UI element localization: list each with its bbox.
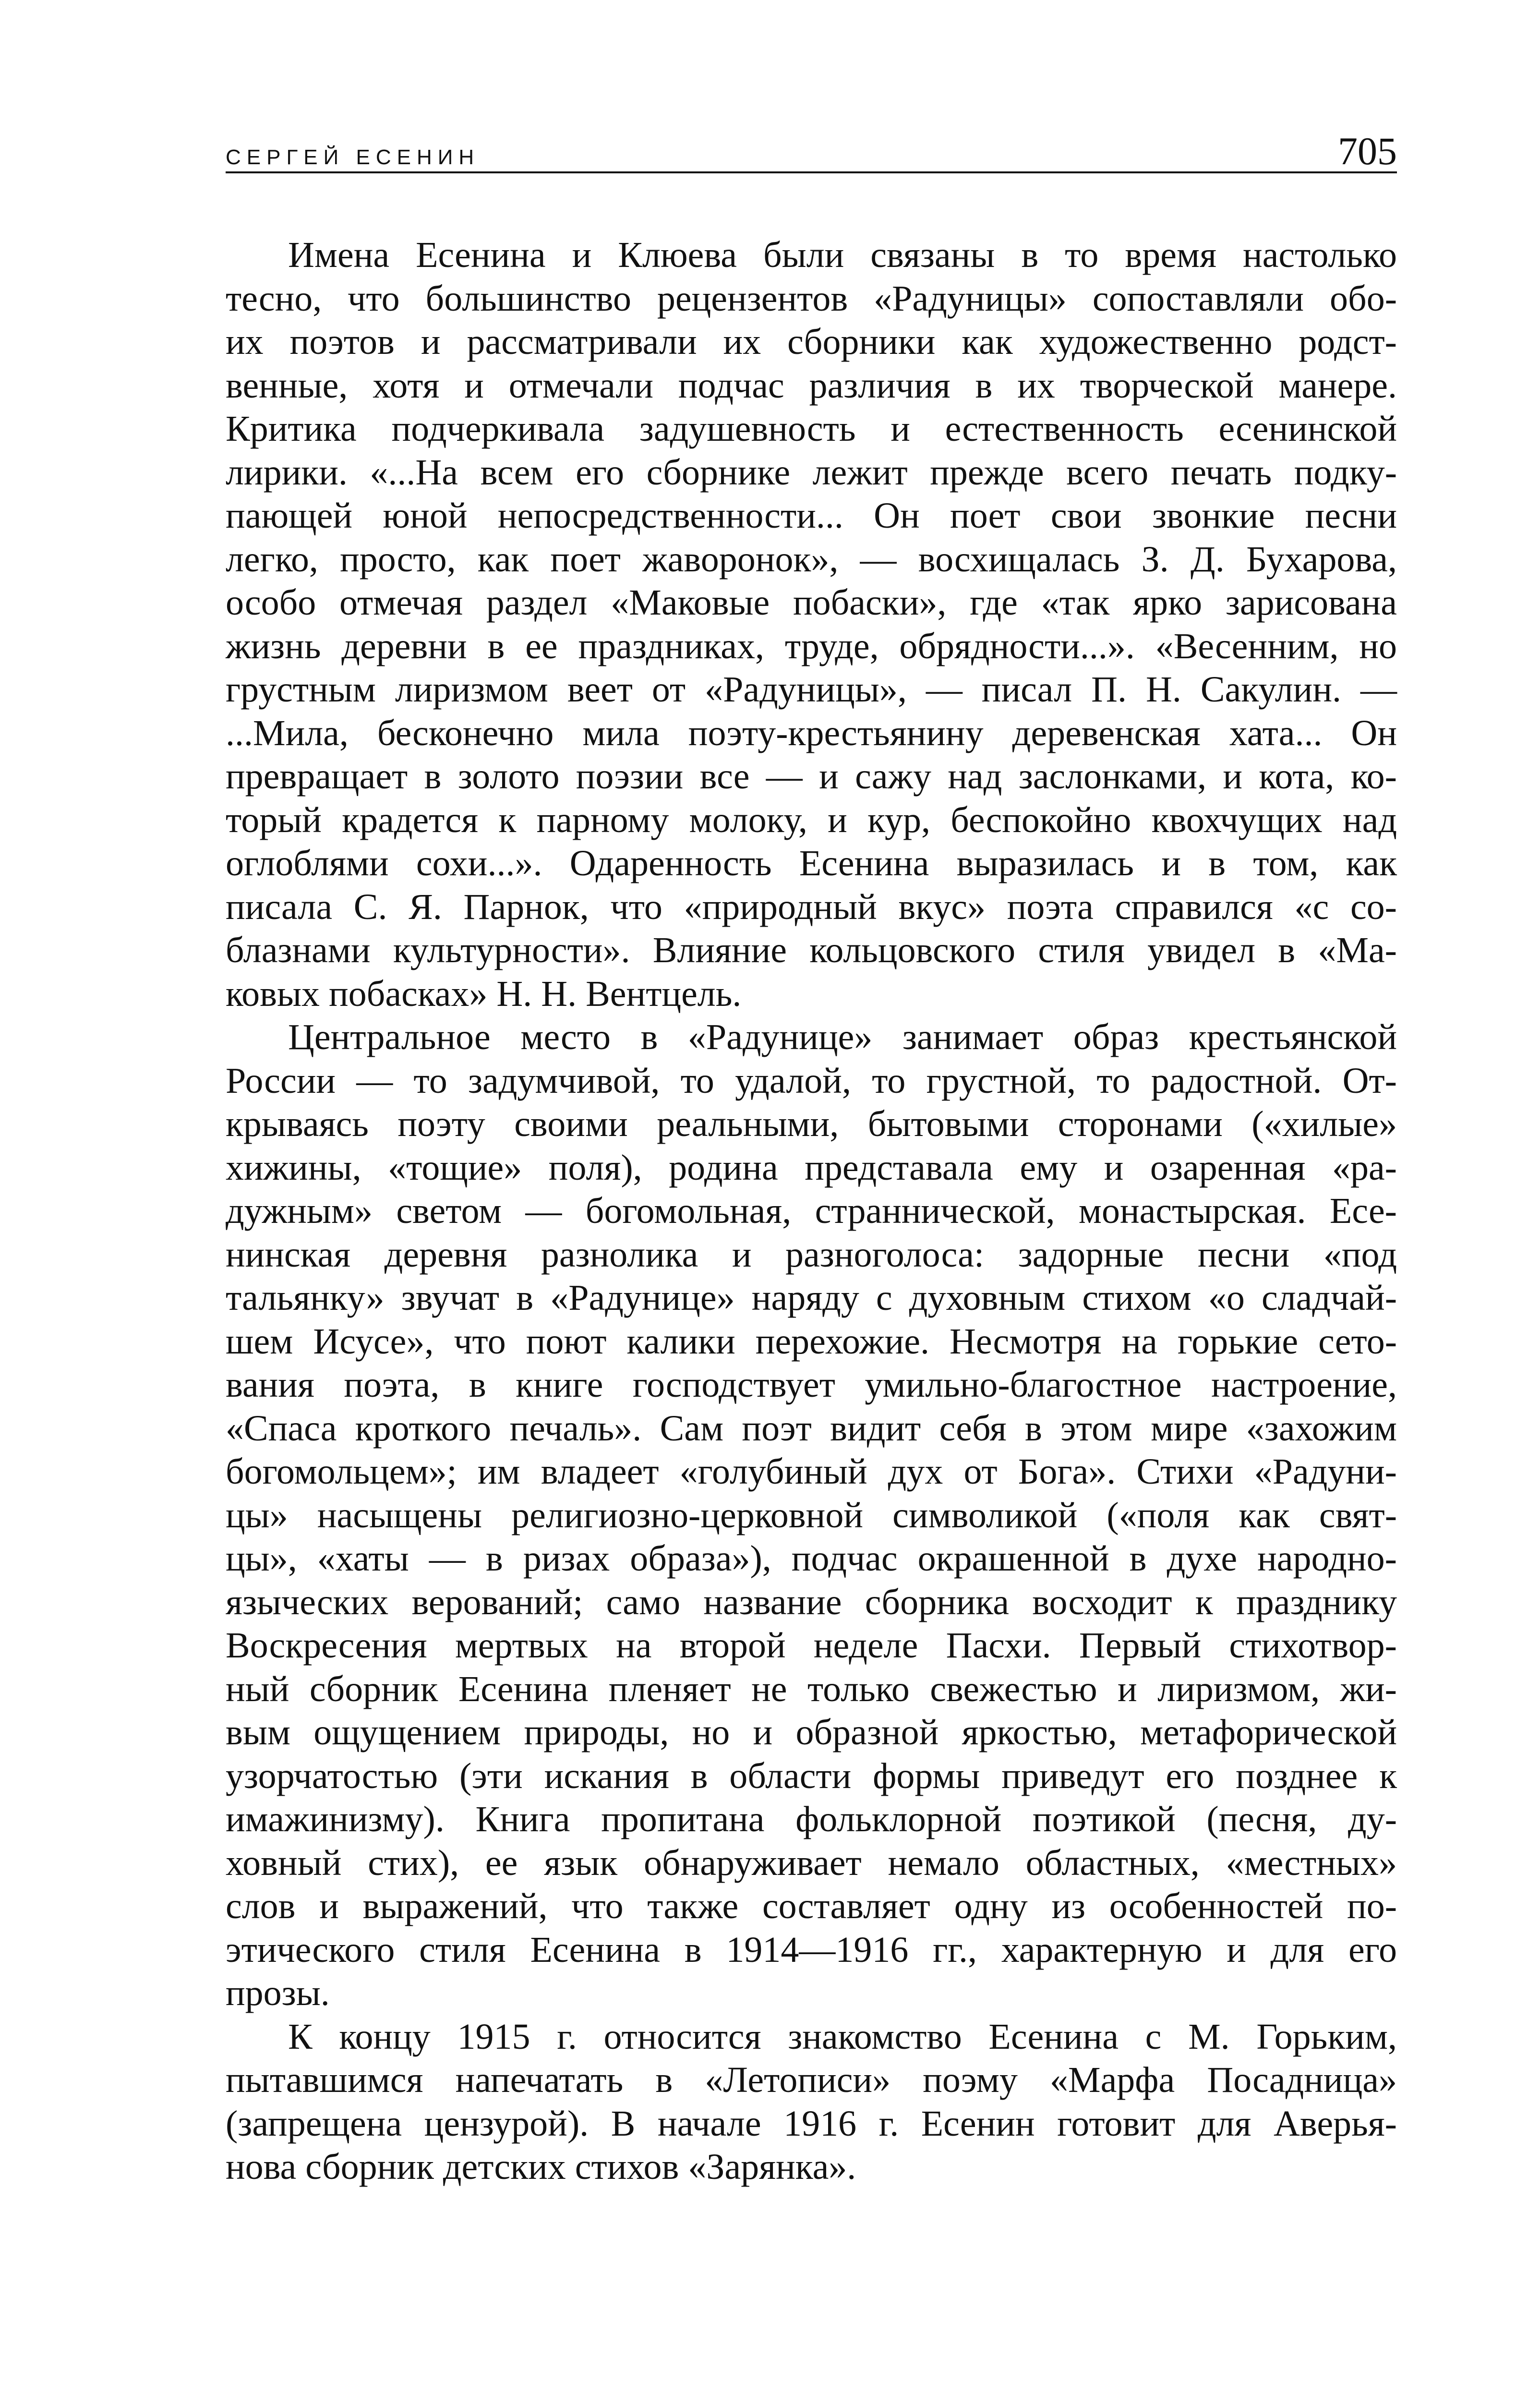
text-line: ховный стих), ее язык обнаруживает немало областных, «местных» <box>226 1842 1397 1883</box>
text-line: писала С. Я. Парнок, что «природный вкус» поэта справился «с со- <box>226 886 1397 927</box>
paragraph-2 <box>226 1015 1397 2015</box>
text-line: ный сборник Есенина пленяет не только свежестью и лиризмом, жи- <box>226 1668 1397 1709</box>
text-line: лирики. «...На всем его сборнике лежит прежде всего печать подку- <box>226 452 1397 493</box>
text-line: этического стиля Есенина в 1914—1916 гг., характерную и для его <box>226 1929 1397 1970</box>
text-line: вым ощущением природы, но и образной яркостью, метафорической <box>226 1712 1397 1753</box>
text-line: Воскресения мертвых на второй неделе Пасхи. Первый стихотвор- <box>226 1625 1397 1666</box>
text-line: цы» насыщены религиозно-церковной символикой («поля как свят- <box>226 1495 1397 1535</box>
text-line: легко, просто, как поет жаворонок», — восхищалась З. Д. Бухарова, <box>226 539 1397 580</box>
text-line: грустным лиризмом веет от «Радуницы», — писал П. Н. Сакулин. — <box>226 669 1397 710</box>
text-line: жизнь деревни в ее праздниках, труде, обрядности...». «Весенним, но <box>226 626 1397 666</box>
text-line: венные, хотя и отмечали подчас различия в их творческой манере. <box>226 365 1397 406</box>
text-line: России — то задумчивой, то удалой, то грустной, то радостной. От- <box>226 1060 1397 1101</box>
text-line: особо отмечая раздел «Маковые побаски», где «так ярко зарисована <box>226 582 1397 623</box>
text-line: узорчатостью (эти искания в области формы приведут его позднее к <box>226 1755 1397 1796</box>
text-line: превращает в золото поэзии все — и сажу над заслонками, и кота, ко- <box>226 756 1397 797</box>
text-line: пытавшимся напечатать в «Летописи» поэму «Марфа Посадница» <box>226 2060 1397 2100</box>
text-line: пающей юной непосредственности... Он поет свои звонкие песни <box>226 496 1397 536</box>
text-line: торый крадется к парному молоку, и кур, беспокойно квохчущих над <box>226 799 1397 840</box>
text-line: шем Исусе», что поют калики перехожие. Несмотря на горькие сето- <box>226 1321 1397 1362</box>
running-head <box>226 120 1397 173</box>
text-line: вания поэта, в книге господствует умильно-благостное настроение, <box>226 1365 1397 1405</box>
running-title: СЕРГЕЙ ЕСЕНИН <box>226 145 480 169</box>
text-line: хижины, «тощие» поля), родина представала ему и озаренная «ра- <box>226 1147 1397 1188</box>
text-line: слов и выражений, что также составляет одну из особенностей по- <box>226 1886 1397 1926</box>
text-line: К концу 1915 г. относится знакомство Есенина с М. Горьким, <box>288 2016 1397 2057</box>
text-line: крываясь поэту своими реальными, бытовыми сторонами («хилые» <box>226 1104 1397 1144</box>
text-line: Центральное место в «Радунице» занимает образ крестьянской <box>288 1017 1397 1057</box>
text-line: блазнами культурности». Влияние кольцовского стиля увидел в «Ма- <box>226 930 1397 970</box>
body-text <box>226 233 1397 2189</box>
text-line: ковых побасках» Н. Н. Вентцель. <box>226 973 742 1014</box>
text-line: языческих верований; само название сборника восходит к празднику <box>226 1582 1397 1622</box>
text-line: прозы. <box>226 1973 330 2013</box>
text-line: богомольцем»; им владеет «голубиный дух от Бога». Стихи «Радуни- <box>226 1451 1397 1492</box>
text-line: тесно, что большинство рецензентов «Радуницы» сопоставляли обо- <box>226 278 1397 319</box>
text-line: Имена Есенина и Клюева были связаны в то время настолько <box>288 235 1397 275</box>
text-line: их поэтов и рассматривали их сборники как художественно родст- <box>226 322 1397 362</box>
text-line: цы», «хаты — в ризах образа»), подчас окрашенной в духе народно- <box>226 1538 1397 1579</box>
text-line: (запрещена цензурой). В начале 1916 г. Есенин готовит для Аверья- <box>226 2103 1397 2144</box>
text-line: нинская деревня разнолика и разноголоса: задорные песни «под <box>226 1234 1397 1275</box>
text-line: Критика подчеркивала задушевность и естественность есенинской <box>226 409 1397 449</box>
page-number: 705 <box>1338 129 1397 173</box>
text-line: тальянку» звучат в «Радунице» наряду с духовным стихом «о сладчай- <box>226 1278 1397 1318</box>
text-line: нова сборник детских стихов «Зарянка». <box>226 2147 856 2187</box>
paragraph-1 <box>226 233 1397 1015</box>
text-line: имажинизму). Книга пропитана фольклорной поэтикой (песня, ду- <box>226 1799 1397 1839</box>
paragraph-3 <box>226 2015 1397 2189</box>
header-rule <box>226 171 1397 173</box>
text-line: оглоблями сохи...». Одаренность Есенина выразилась и в том, как <box>226 843 1397 883</box>
text-line: дужным» светом — богомольная, страннической, монастырская. Есе- <box>226 1191 1397 1231</box>
text-line: «Спаса кроткого печаль». Сам поэт видит себя в этом мире «захожим <box>226 1408 1397 1449</box>
text-line: ...Мила, бесконечно мила поэту-крестьянину деревенская хата... Он <box>226 713 1397 753</box>
